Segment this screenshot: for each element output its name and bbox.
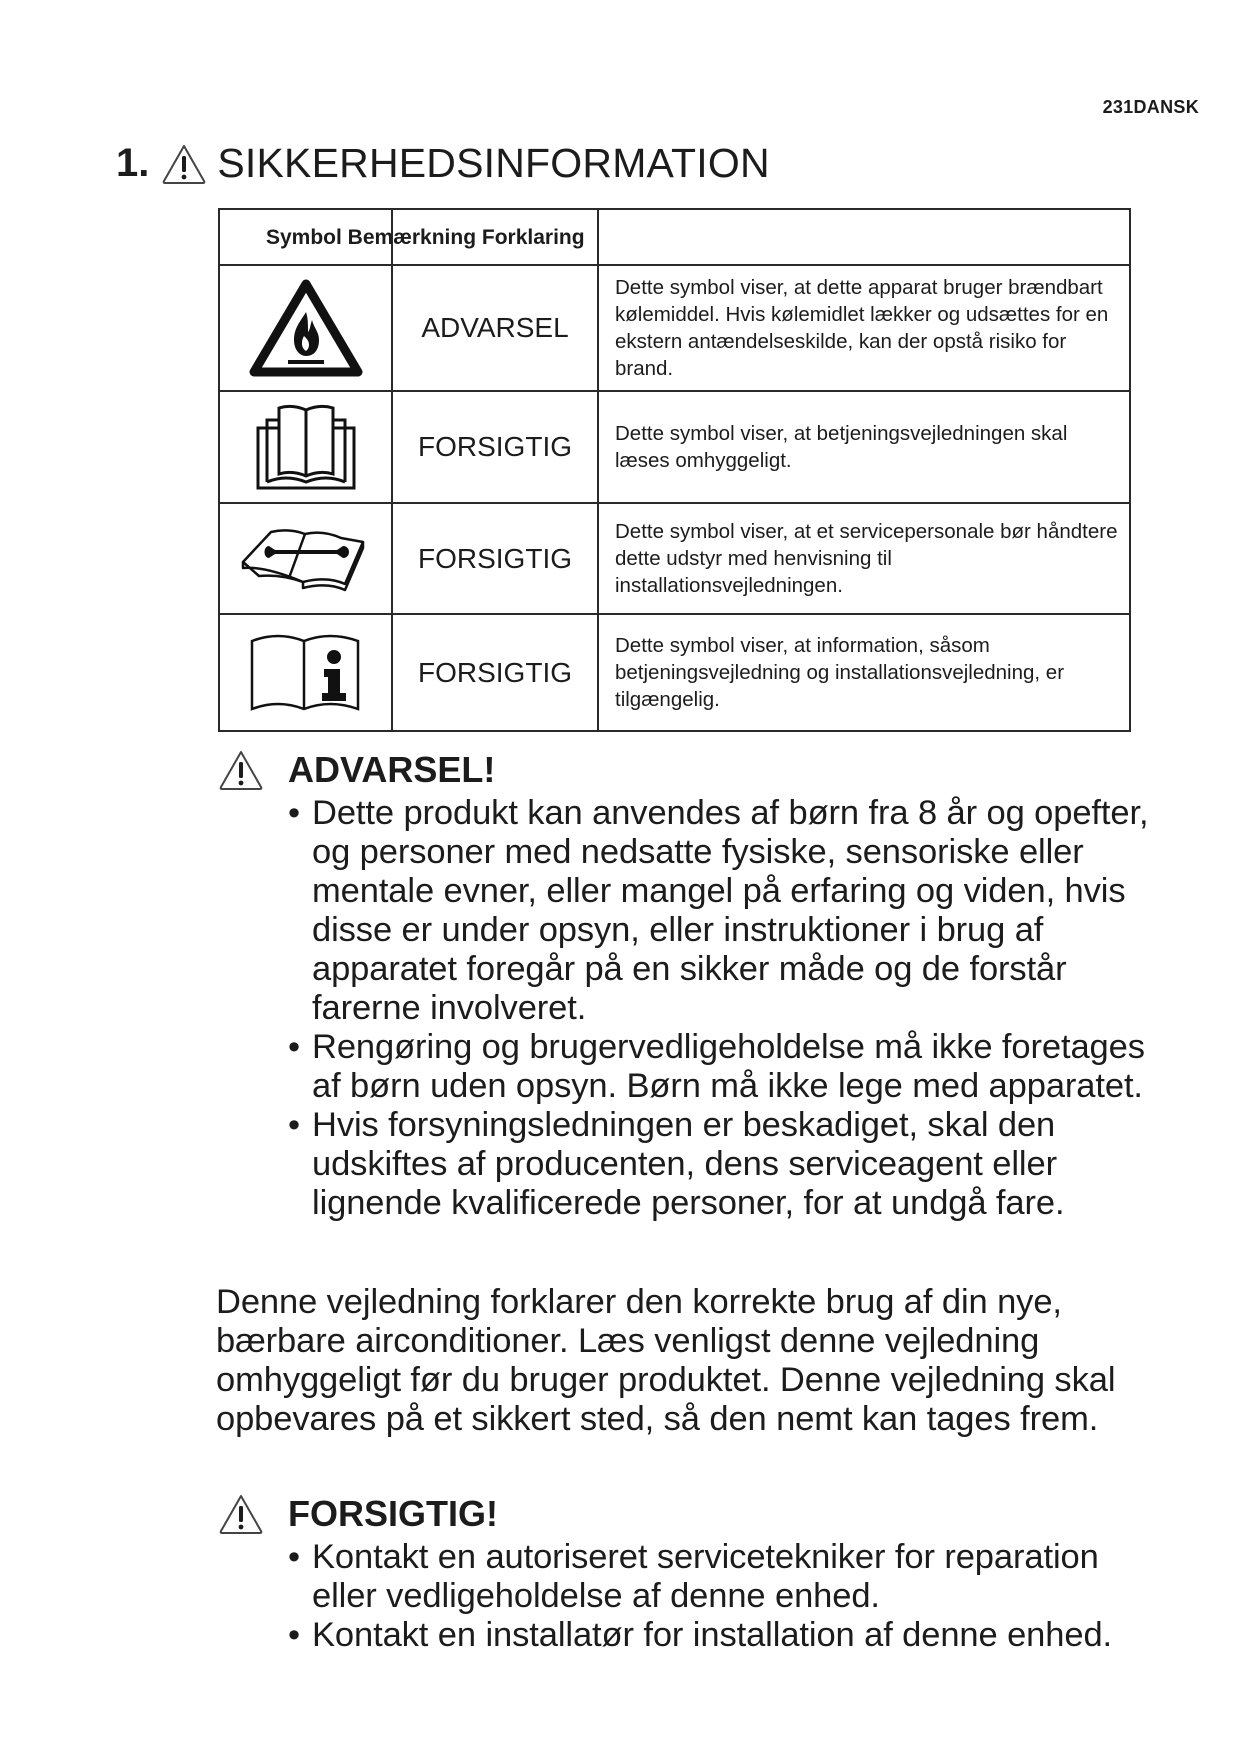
section-title: SIKKERHEDSINFORMATION <box>217 140 770 186</box>
remark-cell: FORSIGTIG <box>392 614 598 731</box>
caution-section <box>218 1490 1158 1655</box>
information-manual-icon <box>248 631 364 715</box>
list-item: • Dette produkt kan anvendes af børn fra 8 år og opefter, og personer med nedsatte fysiske, sensoriske eller mentale evner, eller mangel på erfaring og viden, hvis disse er under opsyn, eller instruktioner i brug af apparatet foregår på en sikker måde og de forstår farerne involveret. <box>288 794 1158 1028</box>
list-item: • Hvis forsyningsledningen er beskadiget, skal den udskiftes af producenten, dens serviceagent eller lignende kvalificerede personer, for at undgå fare. <box>288 1106 1158 1223</box>
table-header-row <box>219 209 1130 265</box>
table-row <box>219 614 1130 731</box>
remark-cell: FORSIGTIG <box>392 391 598 503</box>
explanation-cell: Dette symbol viser, at information, såsom betjeningsvejledning og installationsvejledning, er tilgængelig. <box>598 614 1130 731</box>
intro-paragraph: Denne vejledning forklarer den korrekte brug af din nye, bærbare airconditioner. Læs venligst denne vejledning omhyggeligt før du bruger produktet. Denne vejledning skal opbevares på et sikkert sted, så den nemt kan tages frem. <box>216 1283 1116 1438</box>
list-item: • Rengøring og brugervedligeholdelse må ikke foretages af børn uden opsyn. Børn må ikke lege med apparatet. <box>288 1028 1158 1106</box>
flammable-warning-icon <box>248 278 364 378</box>
caution-title: FORSIGTIG! <box>288 1493 498 1534</box>
warning-triangle-icon <box>218 749 264 791</box>
table-row <box>219 391 1130 503</box>
table-row <box>219 265 1130 391</box>
section-number: 1. <box>116 141 150 185</box>
explanation-cell: Dette symbol viser, at betjeningsvejledningen skal læses omhyggeligt. <box>598 391 1130 503</box>
warning-triangle-icon <box>161 143 207 185</box>
operating-manual-icon <box>254 402 358 492</box>
page-label: 231DANSK <box>1102 97 1199 117</box>
warning-section <box>218 746 1158 1223</box>
table-header-text: Symbol Bemærkning Forklaring <box>266 226 585 249</box>
remark-cell: ADVARSEL <box>392 265 598 391</box>
table-row <box>219 503 1130 614</box>
remark-cell: FORSIGTIG <box>392 503 598 614</box>
caution-list <box>218 1538 1158 1655</box>
warning-title: ADVARSEL! <box>288 749 496 790</box>
list-item: • Kontakt en installatør for installation af denne enhed. <box>288 1616 1158 1655</box>
symbol-table <box>218 208 1131 732</box>
explanation-cell: Dette symbol viser, at dette apparat bruger brændbart kølemiddel. Hvis kølemidlet lækker og udsættes for en ekstern antændelseskilde, kan der opstå risiko for brand. <box>598 265 1130 391</box>
service-manual-wrench-icon <box>241 526 371 592</box>
page-title <box>116 140 770 187</box>
warning-heading <box>218 746 1158 794</box>
caution-heading <box>218 1490 1158 1538</box>
explanation-cell: Dette symbol viser, at et servicepersonale bør håndtere dette udstyr med henvisning til installationsvejledningen. <box>598 503 1130 614</box>
list-item: • Kontakt en autoriseret servicetekniker for reparation eller vedligeholdelse af denne enhed. <box>288 1538 1158 1616</box>
warning-triangle-icon <box>218 1493 264 1535</box>
warning-list <box>218 794 1158 1223</box>
